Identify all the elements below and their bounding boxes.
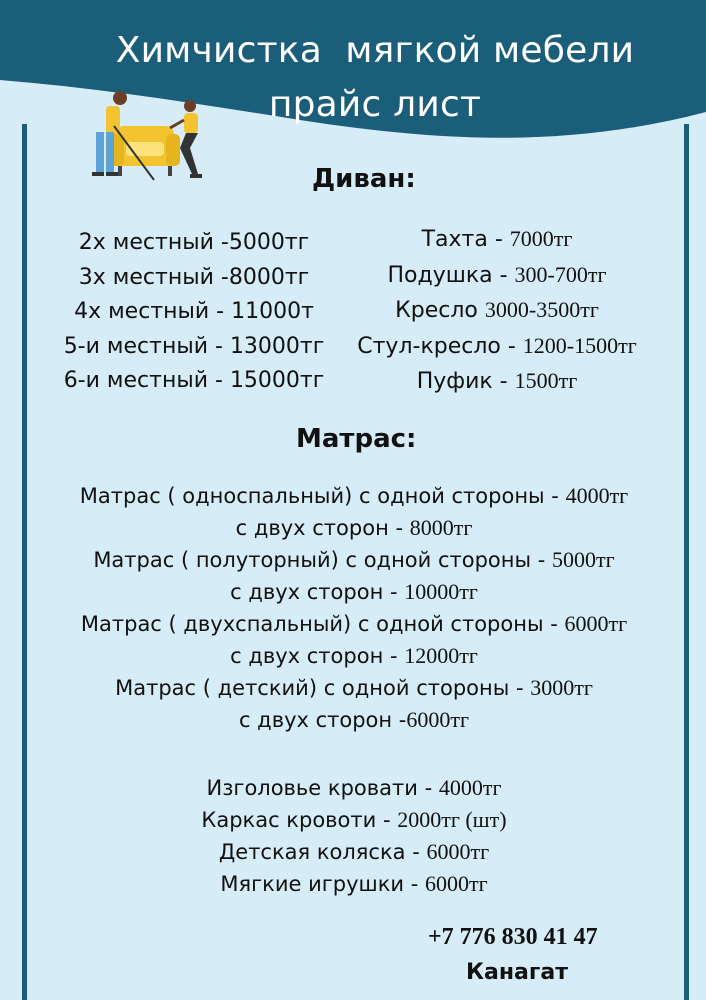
price-row: 6-и местный - 15000тг — [63, 368, 325, 393]
price-row: Пуфик - 1500тг — [416, 368, 578, 394]
price-row: Матрас ( полуторный) с одной стороны - 5000тг — [93, 547, 615, 572]
price-row: 4х местный - 11000т — [74, 299, 314, 324]
price-row: с двух сторон - 12000тг — [230, 643, 478, 668]
price-row: Матрас ( односпальный) с одной стороны - 4000тг — [79, 483, 629, 508]
price-row: 3х местный -8000тг — [78, 264, 310, 290]
price-row: Каркас кровоти - 2000тг (шт) — [201, 807, 507, 832]
contact-phone: +7 776 830 41 47 — [428, 924, 598, 950]
price-row: 5-и местный - 13000тг — [63, 333, 325, 359]
price-row: Тахта - 7000тг — [421, 226, 573, 252]
price-row: 2х местный -5000тг — [78, 230, 310, 255]
price-row: с двух сторон - 8000тг — [235, 515, 473, 540]
sofa-section-title: Диван: — [312, 164, 416, 194]
sofa-prices-right — [346, 222, 648, 400]
mattress-prices — [24, 480, 684, 736]
price-row: с двух сторон -6000тг — [238, 707, 470, 732]
price-row: Кресло 3000-3500тг — [395, 297, 599, 323]
price-row: Мягкие игрушки - 6000тг — [220, 871, 488, 896]
price-row: Стул-кресло - 1200-1500тг — [357, 332, 637, 359]
price-row: Изголовье кровати - 4000тг — [206, 775, 502, 800]
cleaners-with-sofa-icon — [80, 86, 220, 186]
right-border-line — [684, 124, 689, 1000]
extra-prices — [24, 772, 684, 900]
price-row: Подушка - 300-700тг — [387, 261, 607, 288]
mattress-section-title: Матрас: — [296, 424, 417, 454]
price-row: с двух сторон - 10000тг — [230, 579, 478, 604]
contact-name: Канагат — [466, 960, 568, 985]
sofa-prices-left — [44, 226, 344, 399]
price-row: Матрас ( детский) с одной стороны - 3000тг — [115, 675, 593, 700]
price-row: Матрас ( двухспальный) с одной стороны - 6000тг — [80, 611, 628, 636]
page-subtitle: прайс лист — [268, 84, 482, 125]
page-title: Химчистка мягкой мебели — [115, 30, 635, 71]
price-row: Детская коляска - 6000тг — [218, 839, 490, 864]
